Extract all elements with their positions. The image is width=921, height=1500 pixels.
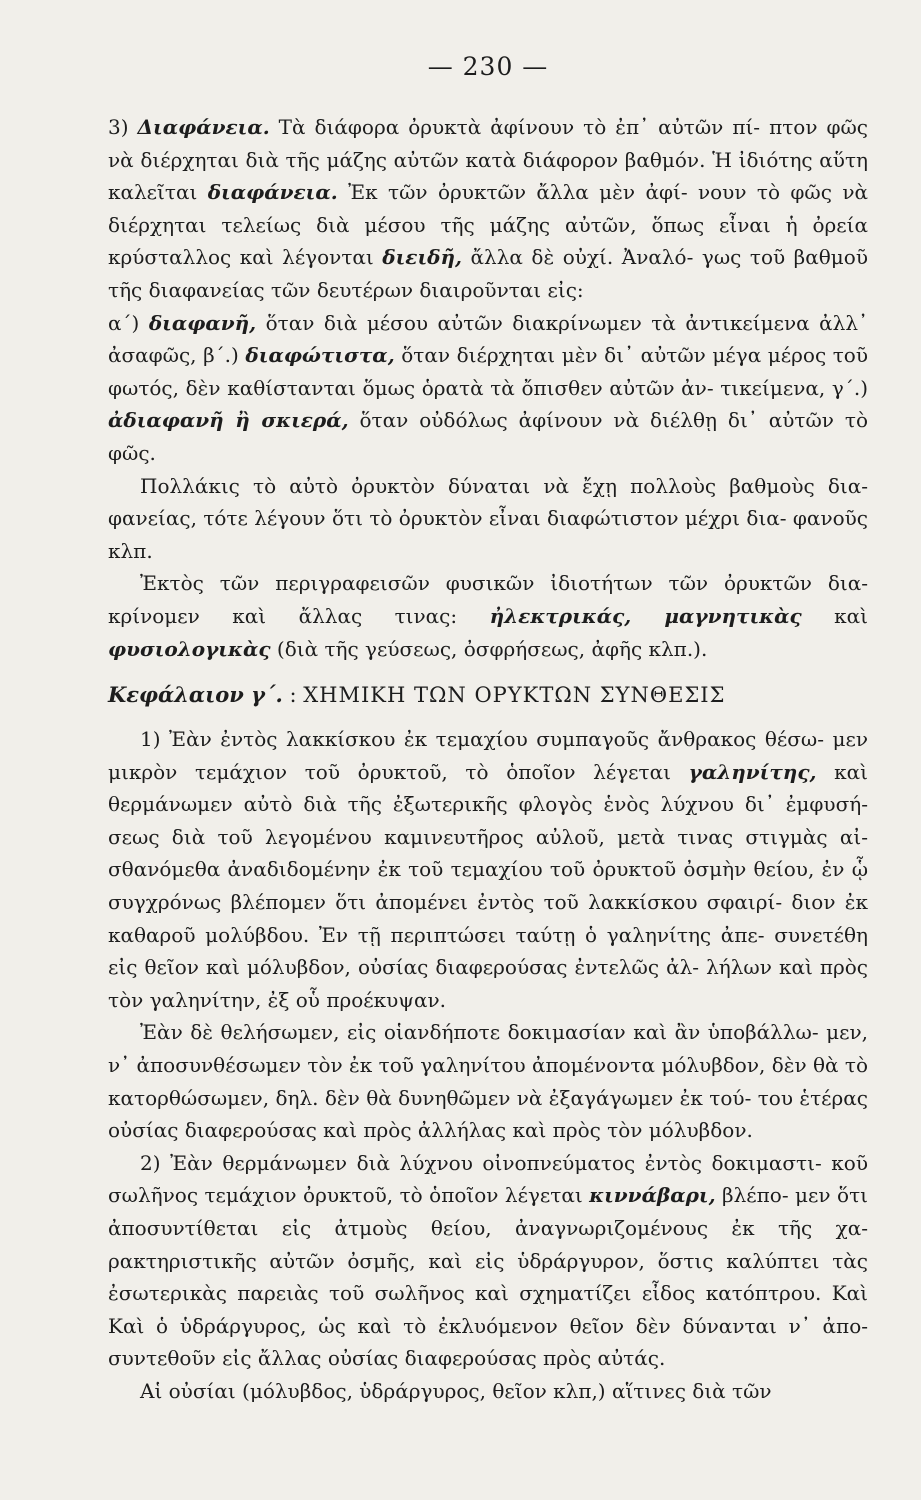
text-run: (διὰ τῆς γεύσεως, ὀσφρήσεως, ἀφῆς κλπ.). (270, 636, 708, 661)
term: διαφάνεια. (207, 180, 338, 205)
term: ἀδιαφανῆ ἢ σκιερά, (108, 408, 349, 433)
term: διειδῆ, (382, 245, 462, 270)
term: διαφανῆ, (148, 310, 257, 335)
text-run: καὶ (801, 603, 868, 628)
chapter-label: Κεφάλαιον γ΄. (108, 682, 283, 708)
paragraph-transparency-grades (108, 307, 868, 470)
text-run: ἄλλα δὲ οὐχί. Ἀναλό- γως τοῦ βαθμοῦ τῆς διαφανείας τῶν δευτέρων διαιροῦνται εἰς: (108, 245, 868, 302)
term: γαληνίτης, (688, 759, 817, 784)
item-number: 3) (108, 115, 138, 139)
chapter-title: ΧΗΜΙΚΗ ΤΩΝ ΟΡΥΚΤΩΝ ΣΥΝΘΕΣΙΣ (303, 683, 726, 708)
page-number: — 230 — (427, 52, 549, 81)
text-run: Ἐκτὸς τῶν περιγραφεισῶν φυσικῶν ἰδιοτήτων τῶν ὀρυκτῶν δια- κρίνομεν καὶ ἄλλας τινας: (108, 571, 868, 628)
text-run: ὅταν οὐδόλως ἀφίνουν νὰ διέλθῃ δι᾽ αὐτῶν τὸ φῶς. (108, 408, 868, 465)
paragraph-transparency (108, 111, 868, 307)
chapter-heading (108, 679, 868, 711)
book-page (108, 52, 868, 1408)
term: διαφώτιστα, (245, 343, 395, 368)
paragraph-substances: Αἱ οὐσίαι (μόλυβδος, ὑδράργυρος, θεῖον κλπ,) αἵτινες διὰ τῶν (140, 1378, 772, 1403)
text-run: ὅταν διὰ μέσου αὐτῶν διακρίνωμεν τὰ ἀντικείμενα ἀλλ᾽ ἀσαφῶς, β΄.) (108, 310, 868, 368)
paragraph-other-properties (108, 567, 868, 665)
text-run: α΄) (108, 310, 149, 335)
text-run: ὅταν διέρχηται μὲν δι᾽ αὐτῶν μέγα μέρος τοῦ φωτός, δὲν καθίστανται ὅμως ὁρατὰ τὰ ὄπισθεν αὐτῶν ἀν- τικείμενα, γ΄.) (108, 343, 868, 400)
term: ἠλεκτρικάς, μαγνητικὰς (489, 603, 802, 628)
term: φυσιολογικὰς (108, 636, 271, 661)
paragraph-galena (108, 723, 868, 1016)
text-run: 2) Ἐὰν θερμάνωμεν διὰ λύχνου οἰνοπνεύματος ἐντὸς δοκιμαστι- κοῦ σωλῆνος τεμάχιον ὀρυκτοῦ, τὸ ὁποῖον λέγεται (108, 1150, 868, 1208)
term: κιννάβαρι, (589, 1183, 716, 1208)
paragraph-lead: Ἐὰν δὲ θελήσωμεν, εἰς οἱανδήποτε δοκιμασίαν καὶ ἂν ὑποβάλλω- μεν, ν᾽ ἀποσυνθέσωμεν τὸν ἐκ τοῦ γαληνίτου ἀπομένοντα μόλυβδον, δὲν θὰ τὸ κατορθώσωμεν, δηλ. δὲν θὰ δυνηθῶμεν νὰ ἐξαγάγωμεν ἐκ τού- του ἑτέρας οὐσίας διαφερούσας καὶ πρὸς ἀλλήλας καὶ πρὸς τὸν μόλυβδον. (108, 1020, 869, 1143)
text-run: 1) Ἐὰν ἐντὸς λακκίσκου ἐκ τεμαχίου συμπαγοῦς ἄνθρακος θέσω- μεν μικρὸν τεμάχιον τοῦ ὀρυκτοῦ, τὸ ὁποῖον λέγεται (108, 727, 868, 784)
text-run: καὶ θερμάνωμεν αὐτὸ διὰ τῆς ἐξωτερικῆς φλογὸς ἑνὸς λύχνου δι᾽ ἐμφυσή- σεως διὰ τοῦ λεγομένου καμινευτῆρος αὐλοῦ, μετὰ τινας στιγμὰς αἰ- σθανόμεθα ἀναδιδομένην ἐκ τοῦ τεμαχίου τοῦ ὀρυκτοῦ ὀσμὴν θείου, ἐν ᾧ συγχρόνως βλέπομεν ὅτι ἀπομένει ἐντὸς τοῦ λακκίσκου σφαιρί- διον ἐκ καθαροῦ μολύβδου. Ἐν τῇ περιπτώσει ταύτῃ ὁ γαληνίτης ἀπε- συνετέθη εἰς θεῖον καὶ μόλυβδον, οὐσίας διαφερούσας ἐντελῶς ἀλ- λήλων καὶ πρὸς τὸν γαληνίτην, ἐξ οὗ προέκυψαν. (108, 759, 868, 1012)
text-run: Τὰ διάφορα ὀρυκτὰ ἀφίνουν τὸ ἐπ᾽ αὐτῶν πί- πτον φῶς νὰ διέρχηται διὰ τῆς μάζης αὐτῶν κατὰ διάφορον βαθμόν. Ἡ ἰδιότης αὕτη καλεῖται (108, 115, 868, 205)
paragraph-cinnabar (108, 1147, 868, 1375)
chapter-separator: : (282, 683, 304, 708)
text-run: Ἐκ τῶν ὀρυκτῶν ἄλλα μὲν ἀφί- νουν τὸ φῶς νὰ διέρχηται τελείως διὰ μέσου τῆς μάζης αὐτῶν, ὅπως εἶναι ἡ ὀρεία κρύσταλλος καὶ λέγονται (108, 180, 868, 270)
term-transparency: Διαφάνεια. (137, 115, 270, 139)
text-run: βλέπο- μεν ὅτι ἀποσυντίθεται εἰς ἀτμοὺς θείου, ἀναγνωριζομένους ἐκ τῆς χα- ρακτηριστικῆς αὐτῶν ὀσμῆς, καὶ εἰς ὑδράργυρον, ὅστις καλύπτει τὰς ἐσωτερικὰς παρειὰς τοῦ σωλῆνος καὶ σχηματίζει εἶδος κατόπτρου. Καὶ Καὶ ὁ ὑδράργυρος, ὡς καὶ τὸ ἐκλυόμενον θεῖον δὲν δύνανται ν᾽ ἀπο- συντεθοῦν εἰς ἄλλας οὐσίας διαφερούσας πρὸς αὐτάς. (108, 1183, 868, 1371)
paragraph-multiple-grades: Πολλάκις τὸ αὐτὸ ὀρυκτὸν δύναται νὰ ἔχῃ πολλοὺς βαθμοὺς δια- φανείας, τότε λέγουν ὅτι τὸ ὀρυκτὸν εἶναι διαφώτιστον μέχρι δια- φανοῦς κλπ. (108, 473, 868, 563)
